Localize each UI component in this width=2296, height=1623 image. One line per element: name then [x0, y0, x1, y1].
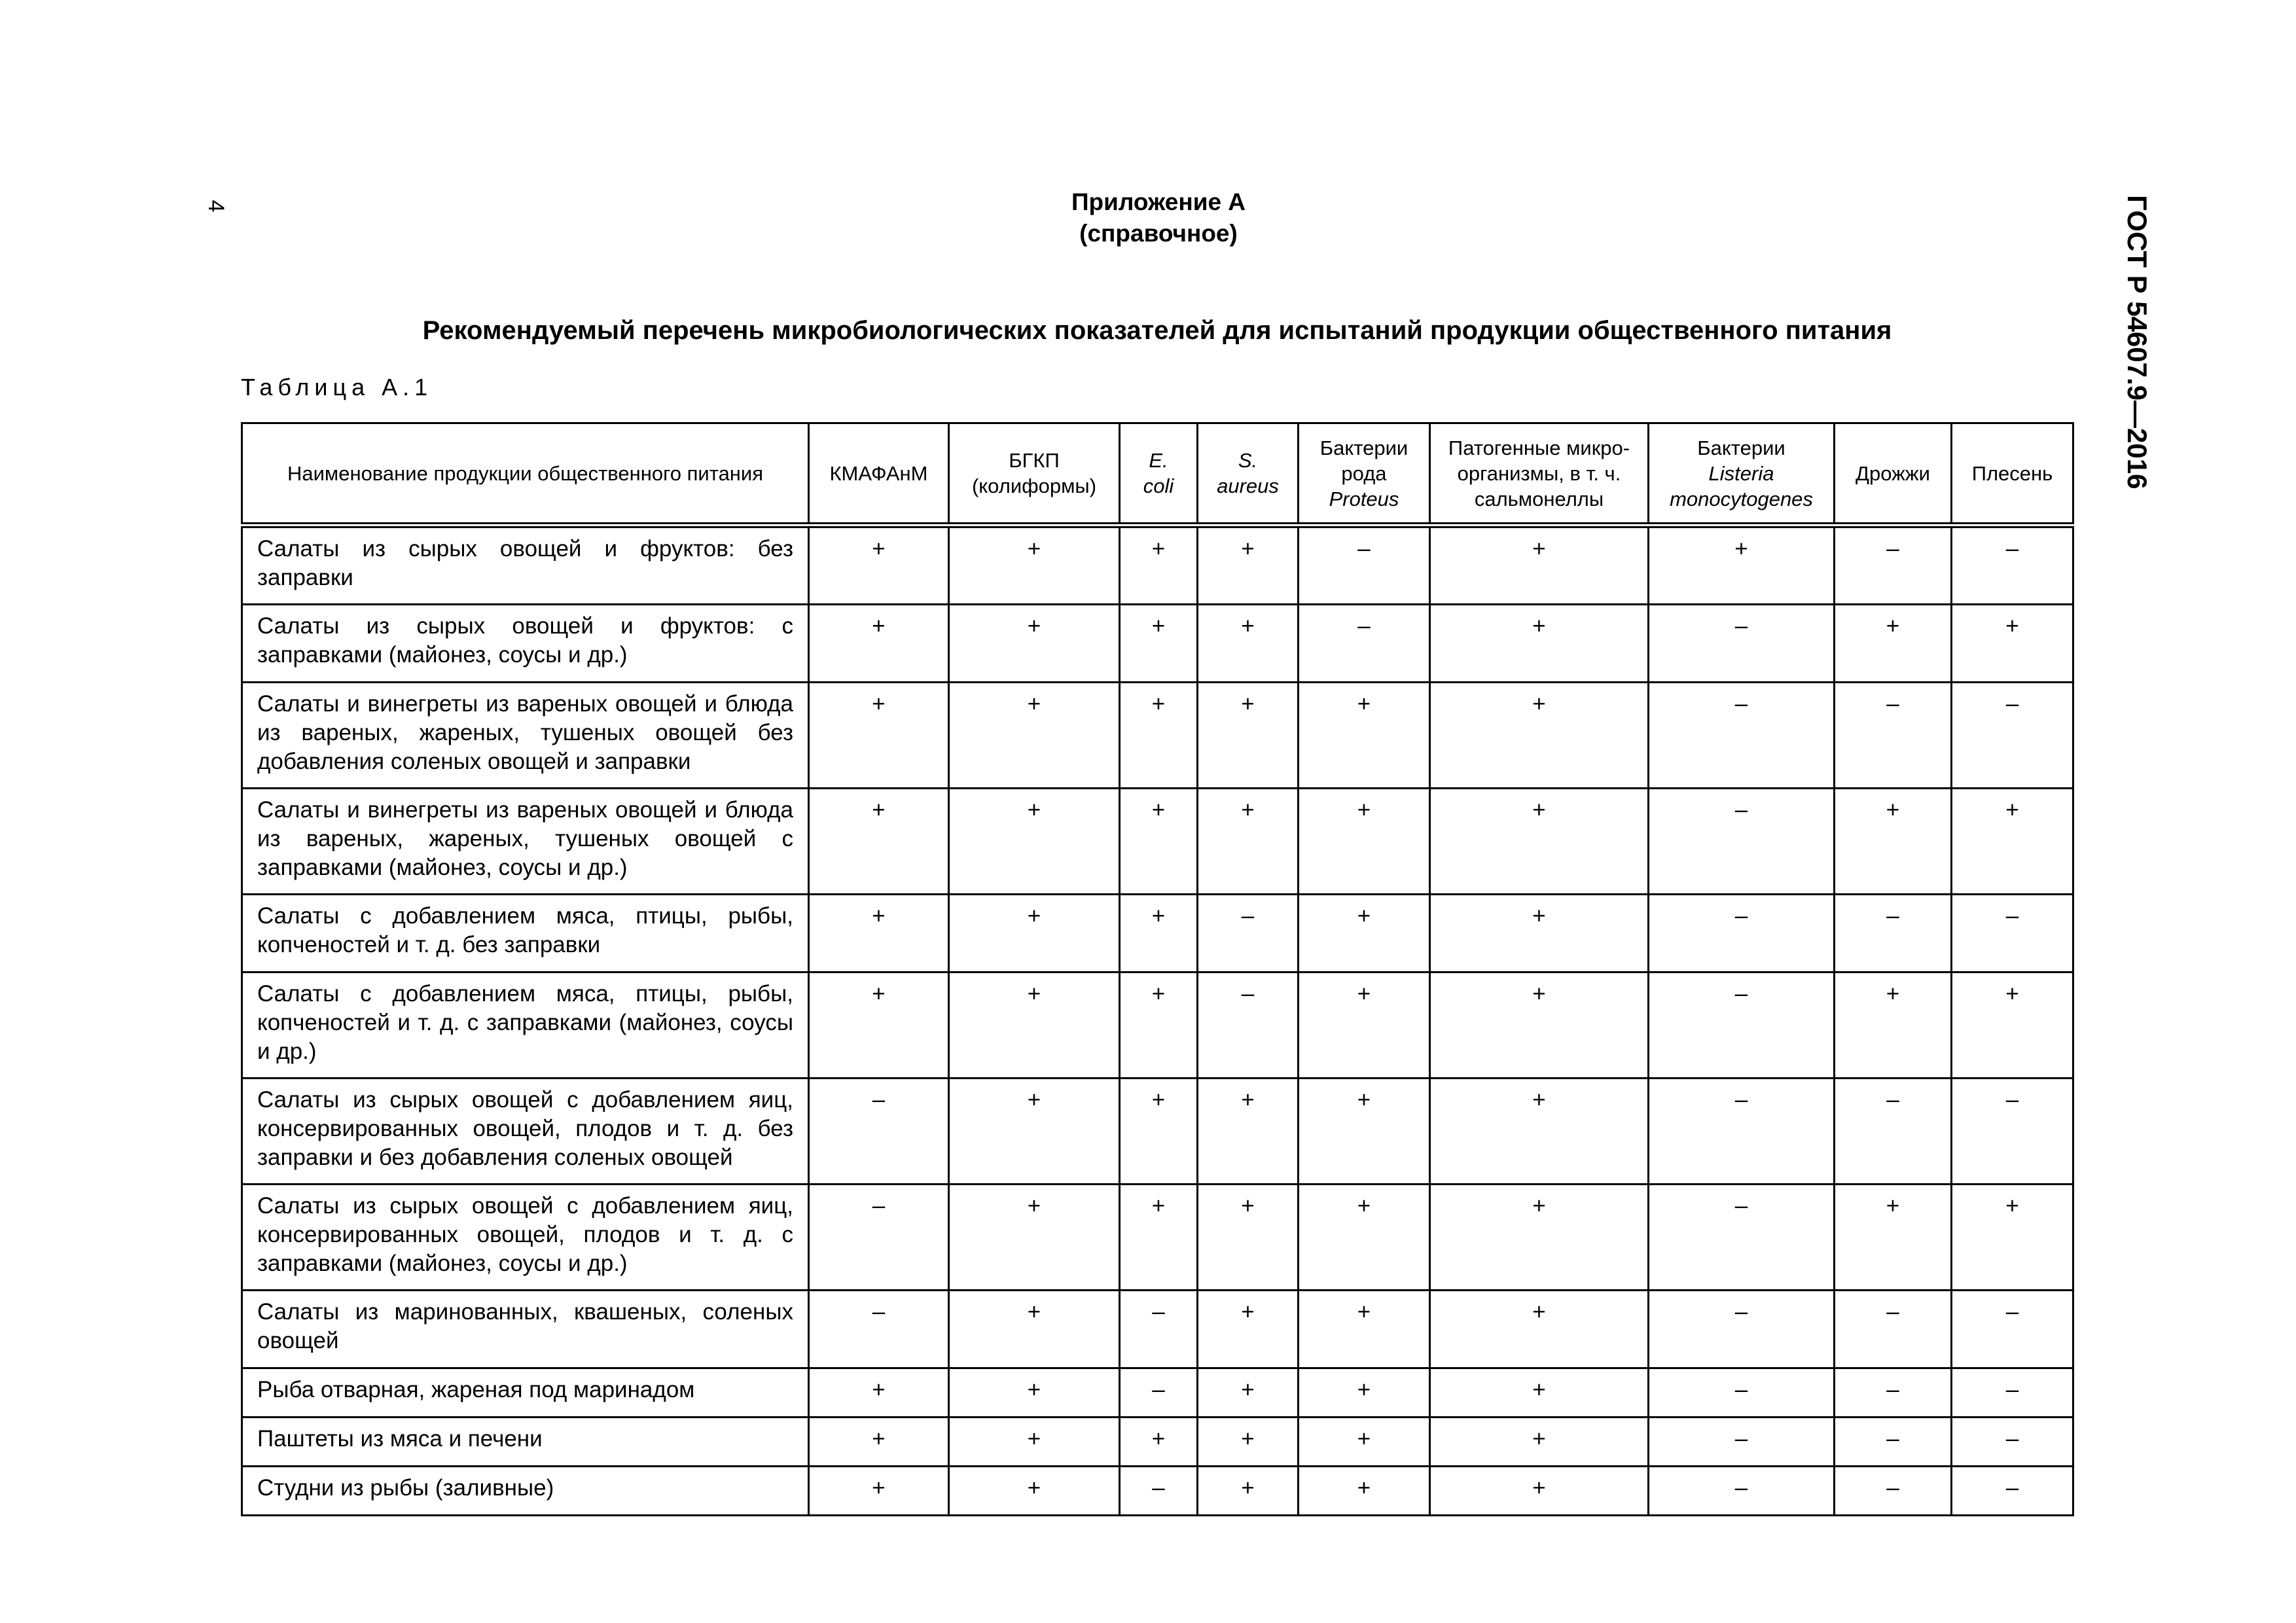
cell-saureus: +: [1198, 1185, 1299, 1291]
cell-yeast: –: [1835, 1079, 1952, 1185]
cell-yeast: –: [1835, 1467, 1952, 1516]
table-caption: Таблица А.1: [241, 374, 433, 401]
header-listeria-line1: Бактерии: [1697, 436, 1785, 459]
cell-mold: –: [1952, 1291, 2073, 1368]
cell-listeria: –: [1649, 1185, 1835, 1291]
table-row: [242, 1467, 2073, 1516]
table-row: [242, 1418, 2073, 1467]
product-name-cell: Салаты из сырых овощей с добавлением яиц, консервированных овощей, плодов и т. д. без заправки и без добавления соленых овощей: [242, 1079, 809, 1185]
table-row: [242, 1079, 2073, 1185]
table-row: [242, 972, 2073, 1079]
header-yeast: Дрожжи: [1835, 423, 1952, 526]
cell-ecoli: +: [1120, 1079, 1198, 1185]
product-name-cell: Салаты и винегреты из вареных овощей и блюда из вареных, жареных, тушеных овощей с заправками (майонез, соусы и др.): [242, 789, 809, 895]
cell-bgkp: +: [949, 683, 1120, 789]
cell-mold: –: [1952, 1079, 2073, 1185]
cell-bgkp: +: [949, 789, 1120, 895]
cell-mold: +: [1952, 605, 2073, 683]
header-pathogens-line1: Патогенные микро-: [1448, 436, 1630, 459]
document-title: Рекомендуемый перечень микробиологических показателей для испытаний продукции общественного питания: [422, 316, 1892, 345]
header-ecoli: [1120, 423, 1198, 526]
appendix-heading: [916, 187, 1401, 249]
appendix-subtitle: (справочное): [1079, 220, 1238, 247]
cell-pathogens: +: [1430, 683, 1649, 789]
cell-pathogens: +: [1430, 1418, 1649, 1467]
cell-proteus: +: [1299, 683, 1430, 789]
cell-ecoli: +: [1120, 972, 1198, 1079]
cell-bgkp: +: [949, 526, 1120, 605]
table-row: [242, 526, 2073, 605]
product-name-cell: Салаты и винегреты из вареных овощей и блюда из вареных, жареных, тушеных овощей без добавления соленых овощей и заправки: [242, 683, 809, 789]
cell-mold: –: [1952, 526, 2073, 605]
cell-saureus: +: [1198, 1467, 1299, 1516]
cell-pathogens: +: [1430, 605, 1649, 683]
cell-mold: –: [1952, 895, 2073, 972]
cell-bgkp: +: [949, 1291, 1120, 1368]
cell-saureus: +: [1198, 526, 1299, 605]
cell-bgkp: +: [949, 1418, 1120, 1467]
cell-yeast: –: [1835, 1291, 1952, 1368]
cell-ecoli: –: [1120, 1368, 1198, 1418]
cell-pathogens: +: [1430, 1185, 1649, 1291]
cell-listeria: –: [1649, 683, 1835, 789]
standard-code: ГОСТ Р 54607.9—2016: [2122, 195, 2153, 490]
header-saureus-line1: S.: [1238, 449, 1258, 472]
cell-pathogens: +: [1430, 1467, 1649, 1516]
cell-proteus: –: [1299, 605, 1430, 683]
cell-ecoli: +: [1120, 895, 1198, 972]
cell-kmafanm: –: [809, 1185, 949, 1291]
cell-ecoli: +: [1120, 789, 1198, 895]
cell-kmafanm: +: [809, 895, 949, 972]
cell-listeria: –: [1649, 1079, 1835, 1185]
cell-saureus: +: [1198, 1418, 1299, 1467]
header-product-name: Наименование продукции общественного питания: [242, 423, 809, 526]
header-pathogens-line3: сальмонеллы: [1474, 487, 1604, 510]
cell-listeria: +: [1649, 526, 1835, 605]
header-pathogens: [1430, 423, 1649, 526]
cell-kmafanm: +: [809, 526, 949, 605]
table-row: [242, 895, 2073, 972]
header-pathogens-line2: организмы, в т. ч.: [1457, 461, 1621, 485]
cell-pathogens: +: [1430, 1291, 1649, 1368]
cell-yeast: –: [1835, 526, 1952, 605]
cell-pathogens: +: [1430, 972, 1649, 1079]
product-name-cell: Салаты из сырых овощей и фруктов: с заправками (майонез, соусы и др.): [242, 605, 809, 683]
cell-mold: –: [1952, 1418, 2073, 1467]
product-name-cell: Салаты с добавлением мяса, птицы, рыбы, копченостей и т. д. с заправками (майонез, соусы и др.): [242, 972, 809, 1079]
product-name-cell: Паштеты из мяса и печени: [242, 1418, 809, 1467]
cell-proteus: +: [1299, 789, 1430, 895]
cell-bgkp: +: [949, 1079, 1120, 1185]
table-row: [242, 1185, 2073, 1291]
table-header-row: [242, 423, 2073, 526]
product-name-cell: Рыба отварная, жареная под маринадом: [242, 1368, 809, 1418]
cell-saureus: +: [1198, 789, 1299, 895]
cell-pathogens: +: [1430, 1079, 1649, 1185]
cell-kmafanm: +: [809, 1368, 949, 1418]
cell-pathogens: +: [1430, 789, 1649, 895]
cell-saureus: +: [1198, 1368, 1299, 1418]
header-bgkp-line2: (колиформы): [971, 474, 1097, 497]
appendix-title: Приложение А: [1071, 188, 1246, 215]
cell-pathogens: +: [1430, 526, 1649, 605]
cell-mold: +: [1952, 789, 2073, 895]
cell-proteus: +: [1299, 1467, 1430, 1516]
cell-mold: +: [1952, 972, 2073, 1079]
cell-bgkp: +: [949, 605, 1120, 683]
cell-listeria: –: [1649, 972, 1835, 1079]
cell-proteus: +: [1299, 895, 1430, 972]
header-bgkp: [949, 423, 1120, 526]
cell-listeria: –: [1649, 605, 1835, 683]
cell-kmafanm: +: [809, 605, 949, 683]
cell-ecoli: –: [1120, 1467, 1198, 1516]
cell-kmafanm: +: [809, 1467, 949, 1516]
cell-ecoli: +: [1120, 683, 1198, 789]
cell-yeast: –: [1835, 683, 1952, 789]
header-bgkp-line1: БГКП: [1009, 449, 1060, 472]
cell-listeria: –: [1649, 895, 1835, 972]
table-row: [242, 605, 2073, 683]
cell-mold: +: [1952, 1185, 2073, 1291]
header-ecoli-line1: E.: [1149, 449, 1168, 472]
cell-ecoli: +: [1120, 1418, 1198, 1467]
cell-mold: –: [1952, 683, 2073, 789]
header-saureus-line2: aureus: [1217, 474, 1279, 497]
cell-proteus: +: [1299, 1185, 1430, 1291]
cell-yeast: +: [1835, 605, 1952, 683]
table-row: [242, 789, 2073, 895]
product-name-cell: Салаты с добавлением мяса, птицы, рыбы, копченостей и т. д. без заправки: [242, 895, 809, 972]
cell-kmafanm: +: [809, 972, 949, 1079]
header-saureus: [1198, 423, 1299, 526]
cell-listeria: –: [1649, 1467, 1835, 1516]
table-body: [242, 526, 2073, 1516]
cell-listeria: –: [1649, 789, 1835, 895]
product-name-cell: Студни из рыбы (заливные): [242, 1467, 809, 1516]
table-row: [242, 1368, 2073, 1418]
cell-bgkp: +: [949, 895, 1120, 972]
cell-yeast: +: [1835, 789, 1952, 895]
cell-yeast: +: [1835, 972, 1952, 1079]
cell-kmafanm: –: [809, 1291, 949, 1368]
cell-yeast: –: [1835, 895, 1952, 972]
table-row: [242, 683, 2073, 789]
cell-saureus: +: [1198, 605, 1299, 683]
cell-listeria: –: [1649, 1291, 1835, 1368]
cell-proteus: +: [1299, 1079, 1430, 1185]
cell-bgkp: +: [949, 1467, 1120, 1516]
header-listeria-line2: Listeria: [1708, 461, 1774, 485]
cell-mold: –: [1952, 1368, 2073, 1418]
product-name-cell: Салаты из сырых овощей и фруктов: без заправки: [242, 526, 809, 605]
header-proteus-line1: Бактерии: [1319, 436, 1408, 459]
cell-listeria: –: [1649, 1418, 1835, 1467]
cell-kmafanm: +: [809, 683, 949, 789]
cell-proteus: +: [1299, 1368, 1430, 1418]
header-mold: Плесень: [1952, 423, 2073, 526]
indicators-table: [241, 422, 2074, 1516]
cell-kmafanm: –: [809, 1079, 949, 1185]
cell-pathogens: +: [1430, 1368, 1649, 1418]
header-proteus-line2: рода: [1341, 461, 1387, 485]
cell-proteus: –: [1299, 526, 1430, 605]
header-ecoli-line2: coli: [1143, 474, 1174, 497]
cell-ecoli: +: [1120, 605, 1198, 683]
cell-bgkp: +: [949, 972, 1120, 1079]
cell-kmafanm: +: [809, 1418, 949, 1467]
cell-proteus: +: [1299, 1418, 1430, 1467]
header-proteus: [1299, 423, 1430, 526]
cell-listeria: –: [1649, 1368, 1835, 1418]
cell-ecoli: +: [1120, 1185, 1198, 1291]
header-kmafanm: КМАФАнМ: [809, 423, 949, 526]
product-name-cell: Салаты из сырых овощей с добавлением яиц, консервированных овощей, плодов и т. д. с заправками (майонез, соусы и др.): [242, 1185, 809, 1291]
cell-yeast: +: [1835, 1185, 1952, 1291]
cell-pathogens: +: [1430, 895, 1649, 972]
cell-saureus: +: [1198, 1291, 1299, 1368]
cell-bgkp: +: [949, 1368, 1120, 1418]
cell-saureus: –: [1198, 972, 1299, 1079]
cell-saureus: +: [1198, 1079, 1299, 1185]
cell-bgkp: +: [949, 1185, 1120, 1291]
cell-proteus: +: [1299, 1291, 1430, 1368]
table-row: [242, 1291, 2073, 1368]
cell-ecoli: +: [1120, 526, 1198, 605]
cell-ecoli: –: [1120, 1291, 1198, 1368]
page-number: 4: [204, 200, 228, 213]
cell-yeast: –: [1835, 1368, 1952, 1418]
header-listeria: [1649, 423, 1835, 526]
cell-kmafanm: +: [809, 789, 949, 895]
cell-yeast: –: [1835, 1418, 1952, 1467]
cell-mold: –: [1952, 1467, 2073, 1516]
cell-proteus: +: [1299, 972, 1430, 1079]
header-proteus-line3: Proteus: [1329, 487, 1399, 510]
header-listeria-line3: monocytogenes: [1670, 487, 1813, 510]
cell-saureus: –: [1198, 895, 1299, 972]
product-name-cell: Салаты из маринованных, квашеных, соленых овощей: [242, 1291, 809, 1368]
cell-saureus: +: [1198, 683, 1299, 789]
